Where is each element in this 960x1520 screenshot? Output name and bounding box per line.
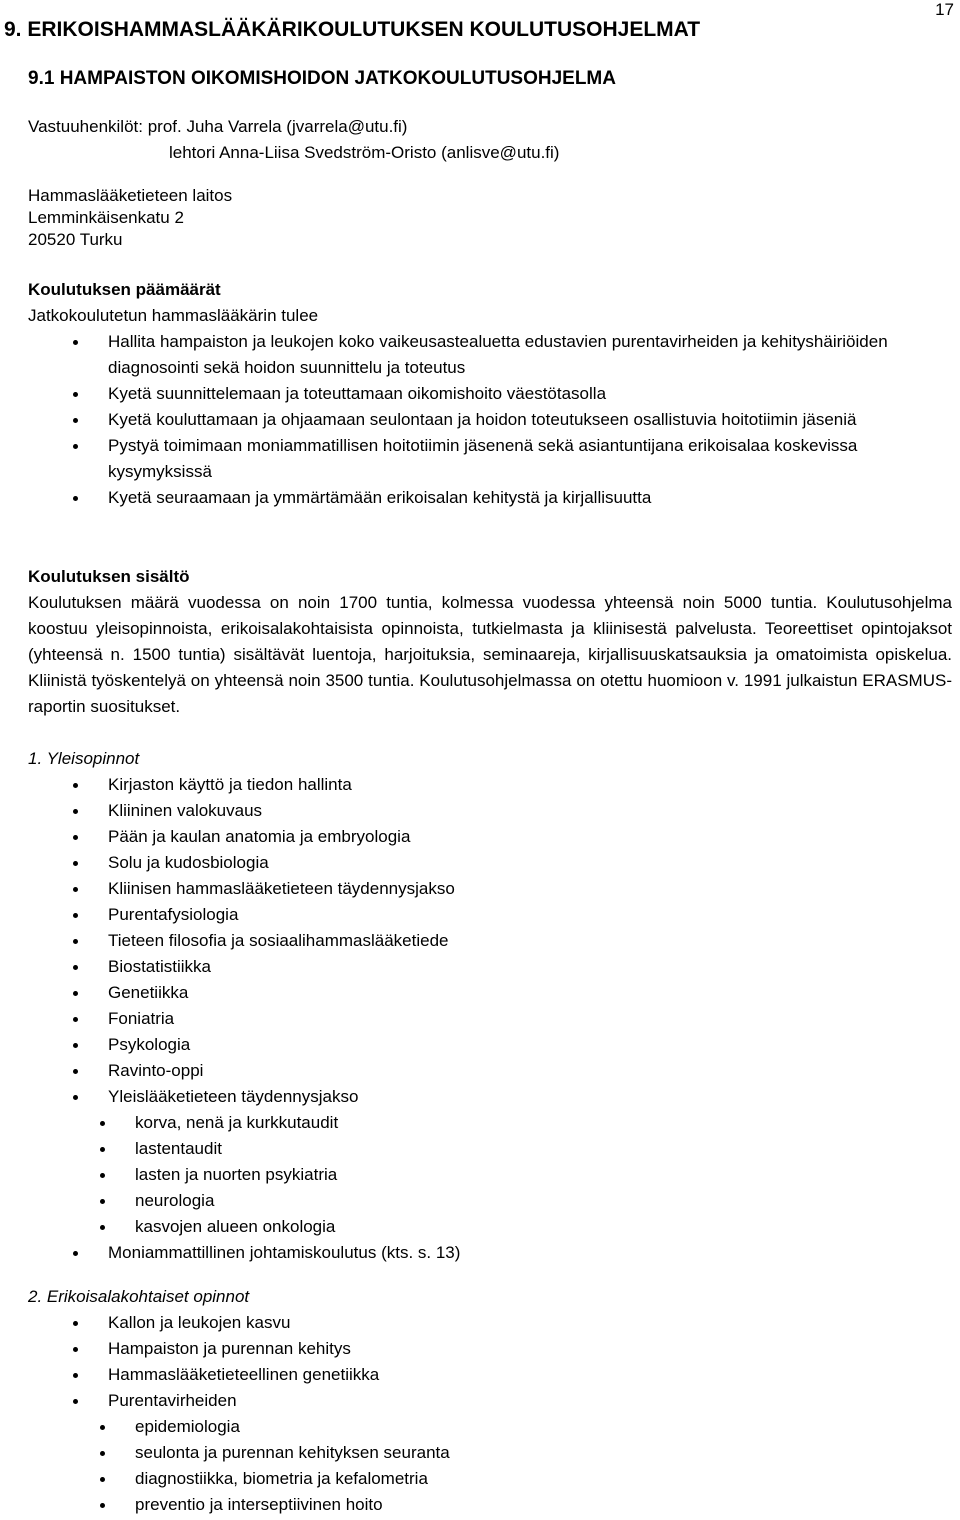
- sub-list-item: seulonta ja purennan kehityksen seuranta: [28, 1440, 952, 1466]
- sub-list-item: epidemiologia: [28, 1414, 952, 1440]
- specific-sublist: [28, 1414, 952, 1518]
- list-item: Kallon ja leukojen kasvu: [28, 1310, 952, 1336]
- address-department: Hammaslääketieteen laitos: [28, 186, 233, 205]
- list-item: Solu ja kudosbiologia: [28, 850, 952, 876]
- specific-studies-section: [28, 1284, 952, 1518]
- specific-heading: 2. Erikoisalakohtaiset opinnot: [28, 1287, 250, 1306]
- list-item: Kliininen valokuvaus: [28, 798, 952, 824]
- list-item: Ravinto-oppi: [28, 1058, 952, 1084]
- general-sublist: [28, 1110, 952, 1240]
- sub-list-item: diagnostiikka, biometria ja kefalometria: [28, 1466, 952, 1492]
- list-item: Kyetä kouluttamaan ja ohjaamaan seulontaan ja hoidon toteutukseen osallistuvia hoitotiimin jäseniä: [28, 407, 952, 433]
- list-item: Purentavirheiden: [28, 1388, 952, 1414]
- sub-list-item: lasten ja nuorten psykiatria: [28, 1162, 952, 1188]
- goals-heading: Koulutuksen päämäärät: [28, 280, 221, 299]
- specific-list: [28, 1310, 952, 1414]
- list-item: Kyetä suunnittelemaan ja toteuttamaan oikomishoito väestötasolla: [28, 381, 952, 407]
- content-paragraph: Koulutuksen määrä vuodessa on noin 1700 tuntia, kolmessa vuodessa yhteensä noin 5000 tuntia. Koulutusohjelma koostuu yleisopinnoista, erikoisalakohtaisista opinnoista, tutkielmasta ja kliinisestä palvelusta. Teoreettiset opintojaksot (yhteensä n. 1500 tuntia) sisältävät luentoja, harjoituksia, seminaareja, kirjallisuuskatsauksia ja omatoimista opiskelua. Kliinistä työskentelyä on yhteensä noin 3500 tuntia. Koulutusohjelmassa on otettu huomioon v. 1991 julkaistun ERASMUS-raportin suositukset.: [28, 593, 952, 716]
- content-heading: Koulutuksen sisältö: [28, 567, 190, 586]
- responsible-persons: [28, 114, 559, 166]
- list-item: Foniatria: [28, 1006, 952, 1032]
- address-city: 20520 Turku: [28, 230, 123, 249]
- list-item: Tieteen filosofia ja sosiaalihammaslääketiede: [28, 928, 952, 954]
- goals-list: [28, 329, 952, 511]
- responsible-line-1: Vastuuhenkilöt: prof. Juha Varrela (jvarrela@utu.fi): [28, 117, 408, 136]
- section-title: 9.1 HAMPAISTON OIKOMISHOIDON JATKOKOULUTUSOHJELMA: [28, 68, 616, 89]
- list-item: Hallita hampaiston ja leukojen koko vaikeusastealuetta edustavien purentavirheiden ja kehityshäiriöiden diagnosointi sekä hoidon suunnittelu ja toteutus: [28, 329, 952, 381]
- list-item: Pään ja kaulan anatomia ja embryologia: [28, 824, 952, 850]
- goals-intro: Jatkokoulutetun hammaslääkärin tulee: [28, 306, 319, 325]
- list-item: Psykologia: [28, 1032, 952, 1058]
- sub-list-item: neurologia: [28, 1188, 952, 1214]
- sub-list-item: preventio ja interseptiivinen hoito: [28, 1492, 952, 1518]
- address-block: [28, 185, 232, 251]
- sub-list-item: korva, nenä ja kurkkutaudit: [28, 1110, 952, 1136]
- list-item: Hampaiston ja purennan kehitys: [28, 1336, 952, 1362]
- chapter-title: 9. ERIKOISHAMMASLÄÄKÄRIKOULUTUKSEN KOULUTUSOHJELMAT: [4, 18, 701, 41]
- address-street: Lemminkäisenkatu 2: [28, 208, 184, 227]
- general-list: [28, 772, 952, 1110]
- list-item: Moniammattillinen johtamiskoulutus (kts. s. 13): [28, 1240, 952, 1266]
- general-heading: 1. Yleisopinnot: [28, 749, 140, 768]
- list-item: Kyetä seuraamaan ja ymmärtämään erikoisalan kehitystä ja kirjallisuutta: [28, 485, 952, 511]
- general-list-end: [28, 1240, 952, 1266]
- sub-list-item: kasvojen alueen onkologia: [28, 1214, 952, 1240]
- list-item: Purentafysiologia: [28, 902, 952, 928]
- list-item: Hammaslääketieteellinen genetiikka: [28, 1362, 952, 1388]
- list-item: Yleislääketieteen täydennysjakso: [28, 1084, 952, 1110]
- general-studies-section: [28, 746, 952, 1266]
- list-item: Kirjaston käyttö ja tiedon hallinta: [28, 772, 952, 798]
- list-item: Biostatistiikka: [28, 954, 952, 980]
- list-item: Kliinisen hammaslääketieteen täydennysjakso: [28, 876, 952, 902]
- responsible-line-2: lehtori Anna-Liisa Svedström-Oristo (anlisve@utu.fi): [169, 143, 560, 162]
- goals-section: [28, 277, 952, 511]
- sub-list-item: lastentaudit: [28, 1136, 952, 1162]
- list-item: Pystyä toimimaan moniammatillisen hoitotiimin jäsenenä sekä asiantuntijana erikoisalaa koskevissa kysymyksissä: [28, 433, 952, 485]
- list-item: Genetiikka: [28, 980, 952, 1006]
- page-number: 17: [935, 0, 954, 19]
- content-section: [28, 564, 952, 720]
